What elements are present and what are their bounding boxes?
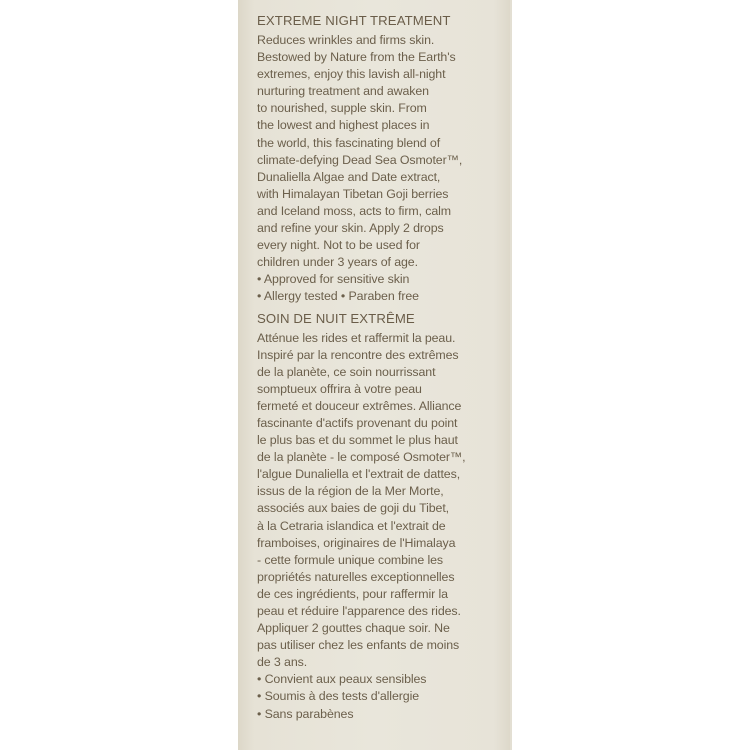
english-line: Dunaliella Algae and Date extract, (257, 169, 441, 184)
french-line: le plus bas et du sommet le plus haut (257, 433, 458, 448)
french-line: pas utiliser chez les enfants de moins (257, 638, 460, 653)
french-bullet: • Soumis à des tests d'allergie (257, 689, 420, 704)
french-body (257, 330, 505, 723)
french-line: associés aux baies de goji du Tibet, (257, 501, 450, 516)
french-heading: SOIN DE NUIT EXTRÊME (257, 310, 415, 326)
english-line: the lowest and highest places in (257, 118, 430, 133)
french-line: à la Cetraria islandica et l'extrait de (257, 518, 446, 533)
french-line: peau et réduire l'apparence des rides. (257, 604, 461, 618)
french-line: issus de la région de la Mer Morte, (257, 484, 444, 499)
french-line: propriétés naturelles exceptionnelles (257, 569, 455, 584)
english-bullet: • Approved for sensitive skin (257, 272, 410, 287)
french-line: fermeté et douceur extrêmes. Alliance (257, 398, 462, 413)
english-line: and Iceland moss, acts to firm, calm (257, 203, 452, 218)
french-line: l'algue Dunaliella et l'extrait de dattes, (257, 467, 461, 482)
french-line: framboises, originaires de l'Himalaya (257, 535, 456, 550)
english-line: to nourished, supple skin. From (257, 101, 427, 116)
english-line: with Himalayan Tibetan Goji berries (257, 186, 449, 201)
english-line: Bestowed by Nature from the Earth's (257, 50, 456, 65)
english-bullet: • Allergy tested • Paraben free (257, 289, 419, 304)
english-line: Reduces wrinkles and firms skin. (257, 33, 435, 47)
french-bullet: • Sans parabènes (257, 706, 354, 721)
panel-edge (510, 0, 512, 750)
english-line: every night. Not to be used for (257, 238, 420, 253)
product-label-text (257, 12, 505, 723)
french-line: de la planète, ce soin nourrissant (257, 364, 436, 379)
english-line: climate-defying Dead Sea Osmoter™, (257, 152, 463, 167)
english-body (257, 32, 505, 306)
french-line: de la planète - le composé Osmoter™, (257, 450, 466, 465)
french-bullet: • Convient aux peaux sensibles (257, 672, 427, 687)
french-line: de 3 ans. (257, 655, 308, 670)
french-line: Atténue les rides et raffermit la peau. (257, 330, 456, 345)
english-heading: EXTREME NIGHT TREATMENT (257, 13, 451, 28)
english-line: nurturing treatment and awaken (257, 84, 429, 99)
english-line: children under 3 years of age. (257, 255, 418, 270)
french-line: de ces ingrédients, pour raffermir la (257, 586, 448, 601)
french-line: Appliquer 2 gouttes chaque soir. Ne (257, 621, 450, 636)
french-line: - cette formule unique combine les (257, 552, 443, 567)
french-line: fascinante d'actifs provenant du point (257, 415, 458, 430)
english-section (257, 12, 505, 306)
french-line: Inspiré par la rencontre des extrêmes (257, 347, 459, 362)
french-line: somptueux offrira à votre peau (257, 381, 422, 396)
french-section (257, 310, 505, 723)
english-line: the world, this fascinating blend of (257, 135, 441, 150)
english-line: and refine your skin. Apply 2 drops (257, 221, 444, 236)
english-line: extremes, enjoy this lavish all-night (257, 67, 446, 82)
